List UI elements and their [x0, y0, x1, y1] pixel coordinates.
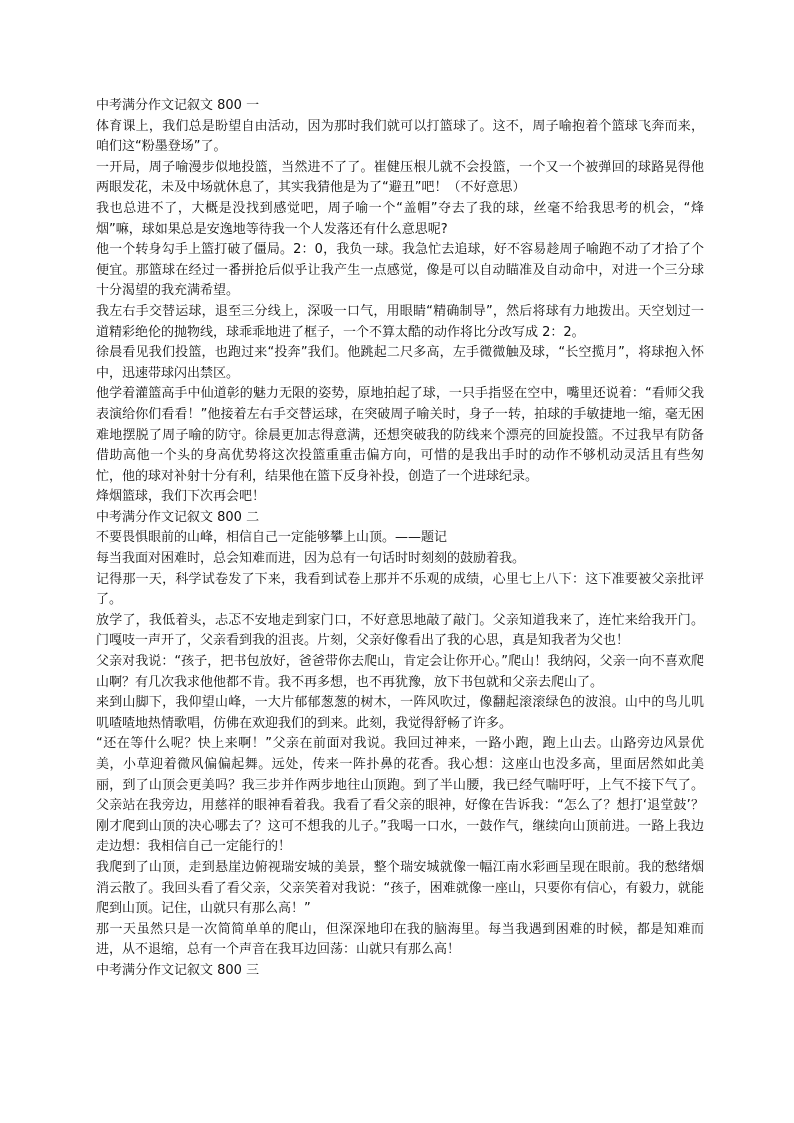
essay-1-title: 中考满分作文记叙文 800 一	[96, 98, 260, 113]
essay-3-title: 中考满分作文记叙文 800 三	[96, 962, 260, 978]
essay-2-title: 中考满分作文记叙文 800 二	[96, 509, 260, 525]
essay-2-paragraph: 那一天虽然只是一次简简单单的爬山，但深深地印在我的脑海里。每当我遇到困难的时候，都是知难而进，从不退缩，总有一个声音在我耳边回荡：山就只有那么高！	[96, 921, 704, 958]
essay-1-paragraph: 体育课上，我们总是盼望自由活动，因为那时我们就可以打篮球了。这不，周子喻抱着个篮球飞奔而来，咱们这“粉墨登场”了。	[96, 118, 704, 155]
essay-2-paragraph: 放学了，我低着头，忐忑不安地走到家门口，不好意思地敲了敲门。父亲知道我来了，连忙来给我开门。门嘎吱一声开了，父亲看到我的沮丧。片刻，父亲好像看出了我的心思，真是知我者为父也！	[96, 612, 704, 649]
essay-1-paragraph: 他一个转身勾手上篮打破了僵局。2：0，我负一球。我急忙去追球，好不容易趁周子喻跑不动了才拾了个便宜。那篮球在经过一番拼抢后似乎让我产生一点感觉，像是可以自动瞄准及自动命中，对进一个三分球十分渴望的我充满希望。	[96, 242, 704, 299]
essay-1-paragraph: 徐晨看见我们投篮，也跑过来“投奔”我们。他跳起二尺多高，左手微微触及球，“长空揽月”，将球抱入怀中，迅速带球闪出禁区。	[96, 345, 704, 381]
essay-2-paragraph: 每当我面对困难时，总会知难而进，因为总有一句话时时刻刻的鼓励着我。	[96, 551, 526, 567]
essay-2-paragraph: 记得那一天，科学试卷发了下来，我看到试卷上那并不乐观的成绩，心里七上八下：这下准要被父亲批评了。	[96, 571, 704, 608]
essay-1-paragraph: 我也总进不了，大概是没找到感觉吧，周子喻一个“盖帽”夺去了我的球，丝毫不给我思考的机会，“烽烟”嘛，球如果总是安逸地等待我一个人发落还有什么意思呢?	[96, 200, 704, 237]
essay-1-paragraph: 他学着灌篮高手中仙道彰的魅力无限的姿势，原地拍起了球，一只手指竖在空中，嘴里还说着：“看师父我表演给你们看看！”他接着左右手交替运球，在突破周子喻关时，身子一转，拍球的手敏捷地一缩，毫无困难地摆脱了周子喻的防守。徐晨更加志得意满，还想突破我的防线来个漂亮的回旋投篮。不过我早有防备借助高他一个头的身高优势将这次投篮重重击偏方向，可惜的是我出手时的动作不够机动灵活且有些匆忙，他的球对补射十分有利，结果他在篮下反身补投，创造了一个进球纪录。	[96, 386, 704, 484]
essay-2-paragraph: “还在等什么呢？快上来啊！”父亲在前面对我说。我回过神来，一路小跑，跑上山去。山路旁边风景优美，小草迎着微风偏偏起舞。远处，传来一阵扑鼻的花香。我心想：这座山也没多高，里面居然如此美丽，到了山顶会更美吗？我三步并作两步地往山顶跑。到了半山腰，我已经气喘吁吁，上气不接下气了。父亲站在我旁边，用慈祥的眼神看着我。我看了看父亲的眼神，好像在告诉我：“怎么了？想打‘退堂鼓’？刚才爬到山顶的决心哪去了？这可不想我的儿子。”我喝一口水，一鼓作气，继续向山顶前进。一路上我边走边想：我相信自己一定能行的！	[96, 736, 704, 855]
essay-2-paragraph: 不要畏惧眼前的山峰，相信自己一定能够攀上山顶。——题记	[96, 530, 448, 546]
essay-2-paragraph: 我爬到了山顶，走到悬崖边俯视瑞安城的美景，整个瑞安城就像一幅江南水彩画呈现在眼前。我的愁绪烟消云散了。我回头看了看父亲，父亲笑着对我说：“孩子，困难就像一座山，只要你有信心，有毅力，就能爬到山顶。记住，山就只有那么高！”	[96, 859, 704, 917]
essay-1-paragraph: 我左右手交替运球，退至三分线上，深吸一口气，用眼睛“精确制导”，然后将球有力地拨出。天空划过一道精彩绝伦的抛物线，球乖乖地进了框子，一个不算太酷的动作将比分改写成 2：2。	[96, 303, 704, 340]
essay-1-paragraph: 烽烟篮球，我们下次再会吧！	[96, 489, 266, 505]
essay-2-paragraph: 父亲对我说：“孩子，把书包放好，爸爸带你去爬山，肯定会让你开心。”爬山！我纳闷，父亲一向不喜欢爬山啊？有几次我求他他都不肯。我不再多想，也不再犹豫，放下书包就和父亲去爬山了。	[96, 654, 704, 690]
essay-1-paragraph: 一开局，周子喻漫步似地投篮，当然进不了了。崔健压根儿就不会投篮，一个又一个被弹回的球路晃得他两眼发花，未及中场就休息了，其实我猜他是为了“避丑”吧！（不好意思）	[96, 159, 704, 196]
document-page	[96, 96, 704, 982]
essay-2-paragraph: 来到山脚下，我仰望山峰，一大片郁郁葱葱的树木，一阵风吹过，像翻起滚滚绿色的波浪。山中的鸟儿叽叽喳喳地热情歌唱，仿佛在欢迎我们的到来。此刻，我觉得舒畅了许多。	[96, 695, 704, 731]
